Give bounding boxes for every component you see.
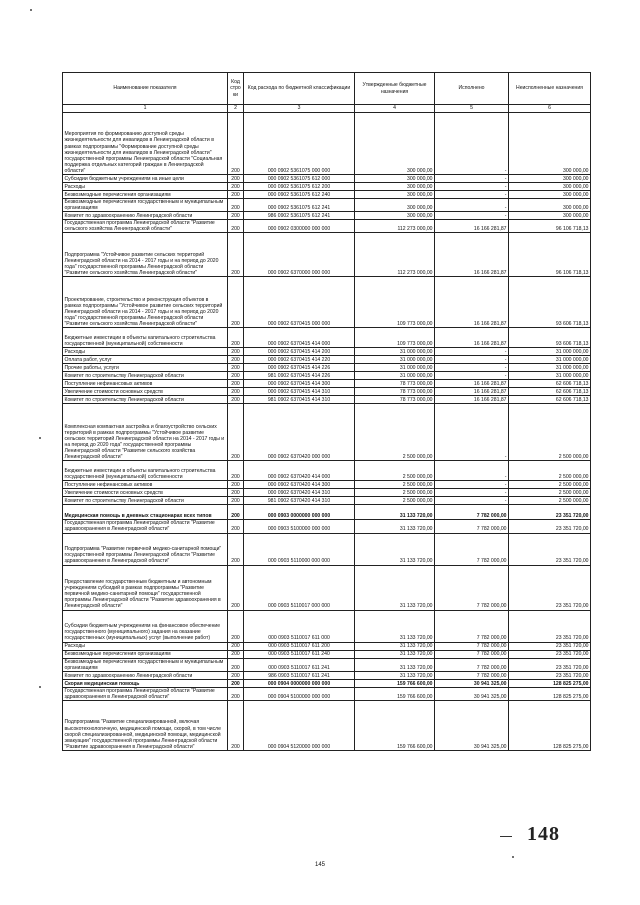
cell-approved: 2 500 000,00 [355, 489, 435, 497]
cell-name: Субсидии бюджетным учреждениям на финансовое обеспечение государственного (муниципального) задания на оказание государственных (муниципальных) услуг (выполнение работ) [63, 610, 228, 642]
cell-code: 000 0902 6370000 000 000 [244, 233, 355, 277]
table-row [63, 658, 591, 671]
cell-name: Расходы [63, 642, 228, 650]
cell-unexecuted: 300 000,00 [509, 191, 591, 199]
cell-executed: - [435, 461, 509, 481]
cell-approved: 31 133 720,00 [355, 505, 435, 520]
cell-approved: 300 000,00 [355, 191, 435, 199]
cell-line: 200 [228, 183, 244, 191]
cell-name: Комитет по строительству Ленинградской области [63, 396, 228, 404]
cell-unexecuted: 2 500 000,00 [509, 481, 591, 489]
cell-line: 200 [228, 687, 244, 700]
cell-unexecuted: 23 351 720,00 [509, 610, 591, 642]
column-number: 4 [355, 105, 435, 113]
table-row [63, 212, 591, 220]
cell-line: 200 [228, 404, 244, 461]
cell-unexecuted: 62 606 718,13 [509, 396, 591, 404]
cell-line: 200 [228, 650, 244, 658]
cell-unexecuted: 128 825 275,00 [509, 687, 591, 700]
cell-unexecuted: 2 500 000,00 [509, 497, 591, 505]
cell-name: Поступление нефинансовых активов [63, 481, 228, 489]
cell-executed: 30 941 325,00 [435, 687, 509, 700]
cell-code: 981 0902 6370415 414 226 [244, 372, 355, 380]
cell-executed: 30 941 325,00 [435, 700, 509, 750]
cell-name: Подпрограмма "Развитие первичной медико-санитарной помощи" государственной программы Ленинградской области "Развитие здравоохранения в Ленинградской области" [63, 533, 228, 565]
cell-line: 200 [228, 700, 244, 750]
cell-line: 200 [228, 175, 244, 183]
table-row [63, 404, 591, 461]
cell-code: 000 0902 6370420 414 310 [244, 489, 355, 497]
cell-executed: 16 166 281,87 [435, 328, 509, 348]
report-sheet [62, 72, 590, 751]
column-number: 2 [228, 105, 244, 113]
cell-line: 200 [228, 679, 244, 687]
cell-name: Комплексная компактная застройка и благоустройство сельских территорий в рамках подпрограммы "Устойчивое развитие сельских территорий Ленинградской области на 2014 - 2017 годы и на период до 2020 года" государственной программы Ленинградской области "Развитие сельского хозяйства Ленинградской области" [63, 404, 228, 461]
cell-line: 200 [228, 642, 244, 650]
cell-unexecuted: 62 606 718,13 [509, 380, 591, 388]
cell-line: 200 [228, 565, 244, 610]
cell-approved: 159 766 600,00 [355, 687, 435, 700]
cell-approved: 31 000 000,00 [355, 372, 435, 380]
cell-code: 000 0904 5120000 000 000 [244, 700, 355, 750]
header-name: Наименование показателя [63, 73, 228, 105]
cell-name: Комитет по здравоохранению Ленинградской области [63, 671, 228, 679]
cell-name: Мероприятия по формированию доступной среды жизнедеятельности для инвалидов в Ленинградской области в рамках подпрограммы "Формирование доступной среды жизнедеятельности для инвалидов в Ленинградской области" государственной программы Ленинградской области "Социальная поддержка отдельных категорий граждан в Ленинградской области" [63, 113, 228, 175]
cell-line: 200 [228, 356, 244, 364]
cell-name: Оплата работ, услуг [63, 356, 228, 364]
cell-executed: 16 166 281,87 [435, 388, 509, 396]
cell-approved: 2 500 000,00 [355, 497, 435, 505]
cell-unexecuted: 23 351 720,00 [509, 642, 591, 650]
table-row [63, 520, 591, 533]
cell-name: Поступление нефинансовых активов [63, 380, 228, 388]
cell-unexecuted: 93 606 718,13 [509, 328, 591, 348]
table-row [63, 610, 591, 642]
cell-name: Бюджетные инвестиции в объекты капитального строительства государственной (муниципальной) собственности [63, 328, 228, 348]
cell-line: 200 [228, 481, 244, 489]
cell-code: 000 0903 5110017 000 000 [244, 565, 355, 610]
budget-execution-table [62, 72, 591, 751]
cell-approved: 300 000,00 [355, 199, 435, 212]
cell-code: 000 0902 5361075 612 000 [244, 175, 355, 183]
cell-approved: 2 500 000,00 [355, 481, 435, 489]
cell-code: 986 0903 5110017 611 241 [244, 671, 355, 679]
cell-code: 000 0902 5361075 612 241 [244, 199, 355, 212]
cell-line: 200 [228, 364, 244, 372]
table-row [63, 277, 591, 328]
cell-code: 000 0902 6370415 414 310 [244, 388, 355, 396]
cell-name: Государственная программа Ленинградской области "Развитие здравоохранения в Ленинградской области" [63, 520, 228, 533]
cell-code: 000 0903 0000000 000 000 [244, 505, 355, 520]
table-row [63, 348, 591, 356]
scan-speck [512, 856, 514, 858]
cell-unexecuted: 31 000 000,00 [509, 364, 591, 372]
cell-code: 000 0902 6370420 414 300 [244, 481, 355, 489]
cell-line: 200 [228, 533, 244, 565]
column-number: 1 [63, 105, 228, 113]
cell-unexecuted: 300 000,00 [509, 199, 591, 212]
scan-speck [39, 437, 41, 439]
cell-code: 000 0902 5361075 612 200 [244, 183, 355, 191]
cell-unexecuted: 128 825 275,00 [509, 700, 591, 750]
cell-name: Комитет по строительству Ленинградской области [63, 372, 228, 380]
table-row [63, 356, 591, 364]
cell-code: 000 0902 6370415 000 000 [244, 277, 355, 328]
table-row [63, 183, 591, 191]
cell-line: 200 [228, 520, 244, 533]
cell-executed: - [435, 175, 509, 183]
cell-code: 981 0902 6370415 414 310 [244, 396, 355, 404]
cell-executed: - [435, 183, 509, 191]
cell-approved: 300 000,00 [355, 113, 435, 175]
cell-line: 200 [228, 396, 244, 404]
cell-executed: 16 166 281,87 [435, 396, 509, 404]
cell-line: 200 [228, 220, 244, 233]
table-row [63, 113, 591, 175]
stamp-dash [500, 836, 512, 837]
table-row [63, 364, 591, 372]
cell-approved: 31 000 000,00 [355, 356, 435, 364]
cell-code: 000 0902 5361075 612 240 [244, 191, 355, 199]
cell-approved: 112 273 000,00 [355, 233, 435, 277]
header-approved: Утвержденные бюджетные назначения [355, 73, 435, 105]
cell-name: Скорая медицинская помощь [63, 679, 228, 687]
table-row [63, 461, 591, 481]
cell-unexecuted: 128 825 275,00 [509, 679, 591, 687]
cell-executed: 7 782 000,00 [435, 642, 509, 650]
cell-line: 200 [228, 348, 244, 356]
cell-code: 000 0902 6370415 414 220 [244, 356, 355, 364]
cell-line: 200 [228, 610, 244, 642]
cell-executed: 30 941 325,00 [435, 679, 509, 687]
cell-line: 200 [228, 277, 244, 328]
table-row [63, 679, 591, 687]
cell-code: 981 0902 6370420 414 310 [244, 497, 355, 505]
cell-line: 200 [228, 113, 244, 175]
cell-approved: 78 773 000,00 [355, 396, 435, 404]
cell-unexecuted: 62 606 718,13 [509, 388, 591, 396]
cell-line: 200 [228, 380, 244, 388]
cell-code: 000 0903 5110017 611 200 [244, 642, 355, 650]
cell-unexecuted: 300 000,00 [509, 113, 591, 175]
cell-name: Подпрограмма "Устойчивое развитие сельских территорий Ленинградской области на 2014 - 2017 годы и на период до 2020 года" государственной программы Ленинградской области "Развитие сельского хозяйства Ленинградской области" [63, 233, 228, 277]
column-number: 6 [509, 105, 591, 113]
table-body [63, 113, 591, 751]
cell-line: 200 [228, 658, 244, 671]
cell-executed: - [435, 348, 509, 356]
cell-unexecuted: 31 000 000,00 [509, 348, 591, 356]
cell-unexecuted: 300 000,00 [509, 175, 591, 183]
table-row [63, 650, 591, 658]
cell-executed: 7 782 000,00 [435, 533, 509, 565]
cell-unexecuted: 93 606 718,13 [509, 277, 591, 328]
cell-unexecuted: 2 500 000,00 [509, 404, 591, 461]
cell-approved: 31 133 720,00 [355, 642, 435, 650]
table-row [63, 481, 591, 489]
cell-name: Субсидии бюджетным учреждениям на иные цели [63, 175, 228, 183]
table-row [63, 642, 591, 650]
column-number: 5 [435, 105, 509, 113]
cell-approved: 78 773 000,00 [355, 388, 435, 396]
cell-name: Увеличение стоимости основных средств [63, 388, 228, 396]
table-row [63, 191, 591, 199]
cell-unexecuted: 31 000 000,00 [509, 356, 591, 364]
table-row [63, 533, 591, 565]
header-line-code: Код стро ки [228, 73, 244, 105]
cell-name: Бюджетные инвестиции в объекты капитального строительства государственной (муниципальной) собственности [63, 461, 228, 481]
cell-approved: 31 000 000,00 [355, 364, 435, 372]
cell-approved: 31 133 720,00 [355, 533, 435, 565]
table-row [63, 396, 591, 404]
table-row [63, 497, 591, 505]
cell-unexecuted: 23 351 720,00 [509, 505, 591, 520]
cell-name: Расходы [63, 348, 228, 356]
cell-name: Безвозмездные перечисления государственным и муниципальным организациям [63, 199, 228, 212]
cell-approved: 300 000,00 [355, 175, 435, 183]
cell-code: 000 0903 5110017 611 000 [244, 610, 355, 642]
cell-executed: - [435, 212, 509, 220]
cell-line: 200 [228, 199, 244, 212]
cell-line: 200 [228, 233, 244, 277]
cell-unexecuted: 300 000,00 [509, 183, 591, 191]
table-row [63, 220, 591, 233]
cell-executed: 7 782 000,00 [435, 520, 509, 533]
cell-name: Прочие работы, услуги [63, 364, 228, 372]
cell-unexecuted: 96 106 718,13 [509, 233, 591, 277]
cell-approved: 159 766 600,00 [355, 700, 435, 750]
table-row [63, 380, 591, 388]
cell-approved: 109 773 000,00 [355, 277, 435, 328]
cell-unexecuted: 23 351 720,00 [509, 658, 591, 671]
cell-approved: 300 000,00 [355, 212, 435, 220]
cell-code: 000 0903 5100000 000 000 [244, 520, 355, 533]
cell-code: 000 0903 5110000 000 000 [244, 533, 355, 565]
column-number-row [63, 105, 591, 113]
cell-name: Безвозмездные перечисления организациям [63, 191, 228, 199]
cell-executed: 7 782 000,00 [435, 658, 509, 671]
cell-executed: 7 782 000,00 [435, 650, 509, 658]
cell-name: Безвозмездные перечисления организациям [63, 650, 228, 658]
cell-approved: 31 133 720,00 [355, 671, 435, 679]
cell-executed: 16 166 281,87 [435, 233, 509, 277]
header-unexecuted: Неисполненные назначения [509, 73, 591, 105]
header-executed: Исполнено [435, 73, 509, 105]
cell-approved: 31 133 720,00 [355, 520, 435, 533]
cell-unexecuted: 96 106 718,13 [509, 220, 591, 233]
stamp-number: 148 [527, 823, 560, 845]
cell-code: 000 0902 0300000 000 000 [244, 220, 355, 233]
table-row [63, 565, 591, 610]
cell-executed: - [435, 497, 509, 505]
cell-unexecuted: 2 500 000,00 [509, 461, 591, 481]
cell-executed: 7 782 000,00 [435, 565, 509, 610]
cell-executed: - [435, 113, 509, 175]
cell-line: 200 [228, 372, 244, 380]
cell-code: 000 0902 6370420 000 000 [244, 404, 355, 461]
cell-approved: 31 133 720,00 [355, 650, 435, 658]
cell-code: 000 0902 6370415 414 000 [244, 328, 355, 348]
cell-approved: 31 133 720,00 [355, 610, 435, 642]
cell-executed: - [435, 489, 509, 497]
cell-name: Государственная программа Ленинградской области "Развитие сельского хозяйства Ленинградской области" [63, 220, 228, 233]
cell-executed: 7 782 000,00 [435, 610, 509, 642]
cell-name: Безвозмездные перечисления государственным и муниципальным организациям [63, 658, 228, 671]
header-classification-code: Код расхода по бюджетной классификации [244, 73, 355, 105]
cell-executed: - [435, 364, 509, 372]
cell-code: 000 0902 6370415 414 200 [244, 348, 355, 356]
table-row [63, 700, 591, 750]
table-row [63, 372, 591, 380]
cell-executed: 16 166 281,87 [435, 277, 509, 328]
scan-speck [39, 686, 41, 688]
cell-name: Государственная программа Ленинградской области "Развитие здравоохранения в Ленинградской области" [63, 687, 228, 700]
cell-executed: 7 782 000,00 [435, 671, 509, 679]
cell-line: 200 [228, 671, 244, 679]
cell-approved: 112 273 000,00 [355, 220, 435, 233]
cell-name: Подпрограмма "Развитие специализированной, включая высокотехнологичную, медицинской помощи, скорой, в том числе скорой специализированной, медицинской помощи, медицинской эвакуации" государственной программы Ленинградской области "Развитие здравоохранения в Ленинградской области" [63, 700, 228, 750]
cell-code: 986 0902 5361075 612 241 [244, 212, 355, 220]
cell-executed: 7 782 000,00 [435, 505, 509, 520]
cell-line: 200 [228, 212, 244, 220]
cell-approved: 31 133 720,00 [355, 658, 435, 671]
table-row [63, 199, 591, 212]
table-row [63, 489, 591, 497]
cell-unexecuted: 23 351 720,00 [509, 650, 591, 658]
table-row [63, 175, 591, 183]
cell-approved: 2 500 000,00 [355, 404, 435, 461]
cell-line: 200 [228, 505, 244, 520]
table-row [63, 687, 591, 700]
cell-executed: - [435, 404, 509, 461]
cell-approved: 159 766 600,00 [355, 679, 435, 687]
table-row [63, 328, 591, 348]
cell-code: 000 0902 6370415 414 300 [244, 380, 355, 388]
table-row [63, 505, 591, 520]
cell-executed: 16 166 281,87 [435, 220, 509, 233]
cell-line: 200 [228, 388, 244, 396]
cell-unexecuted: 23 351 720,00 [509, 565, 591, 610]
cell-code: 000 0903 5110017 611 240 [244, 650, 355, 658]
cell-code: 000 0902 5361075 000 000 [244, 113, 355, 175]
table-row [63, 388, 591, 396]
cell-name: Проектирование, строительство и реконструкция объектов в рамках подпрограммы "Устойчивое развитие сельских территорий Ленинградской области на 2014 - 2017 годы и на период до 2020 года" государственной программы Ленинградской области "Развитие сельского хозяйства Ленинградской области" [63, 277, 228, 328]
cell-name: Комитет по строительству Ленинградской области [63, 497, 228, 505]
cell-approved: 31 000 000,00 [355, 348, 435, 356]
table-row [63, 671, 591, 679]
table-row [63, 233, 591, 277]
cell-line: 200 [228, 328, 244, 348]
cell-executed: - [435, 199, 509, 212]
cell-name: Предоставление государственным бюджетным и автономным учреждениям субсидий в рамках подпрограммы "Развитие первичной медико-санитарной помощи" государственной программы Ленинградской области "Развитие здравоохранения в Ленинградской области" [63, 565, 228, 610]
cell-unexecuted: 31 000 000,00 [509, 372, 591, 380]
cell-name: Комитет по здравоохранению Ленинградской области [63, 212, 228, 220]
cell-line: 200 [228, 191, 244, 199]
column-number: 3 [244, 105, 355, 113]
cell-name: Медицинская помощь в дневных стационарах всех типов [63, 505, 228, 520]
cell-line: 200 [228, 497, 244, 505]
cell-line: 200 [228, 489, 244, 497]
cell-unexecuted: 300 000,00 [509, 212, 591, 220]
cell-executed: - [435, 372, 509, 380]
cell-approved: 300 000,00 [355, 183, 435, 191]
cell-unexecuted: 2 500 000,00 [509, 489, 591, 497]
cell-executed: - [435, 191, 509, 199]
cell-approved: 109 773 000,00 [355, 328, 435, 348]
cell-name: Расходы [63, 183, 228, 191]
cell-approved: 78 773 000,00 [355, 380, 435, 388]
cell-code: 000 0903 5110017 611 241 [244, 658, 355, 671]
cell-approved: 31 133 720,00 [355, 565, 435, 610]
cell-unexecuted: 23 351 720,00 [509, 533, 591, 565]
cell-approved: 2 500 000,00 [355, 461, 435, 481]
cell-code: 000 0902 6370420 414 000 [244, 461, 355, 481]
cell-code: 000 0902 6370415 414 226 [244, 364, 355, 372]
cell-code: 000 0904 0000000 000 000 [244, 679, 355, 687]
cell-name: Увеличение стоимости основных средств [63, 489, 228, 497]
scan-speck [30, 9, 32, 11]
cell-unexecuted: 23 351 720,00 [509, 520, 591, 533]
cell-unexecuted: 23 351 720,00 [509, 671, 591, 679]
cell-code: 000 0904 5100000 000 000 [244, 687, 355, 700]
cell-executed: - [435, 481, 509, 489]
cell-line: 200 [228, 461, 244, 481]
page-number: 145 [314, 862, 325, 868]
cell-executed: - [435, 356, 509, 364]
cell-executed: 16 166 281,87 [435, 380, 509, 388]
